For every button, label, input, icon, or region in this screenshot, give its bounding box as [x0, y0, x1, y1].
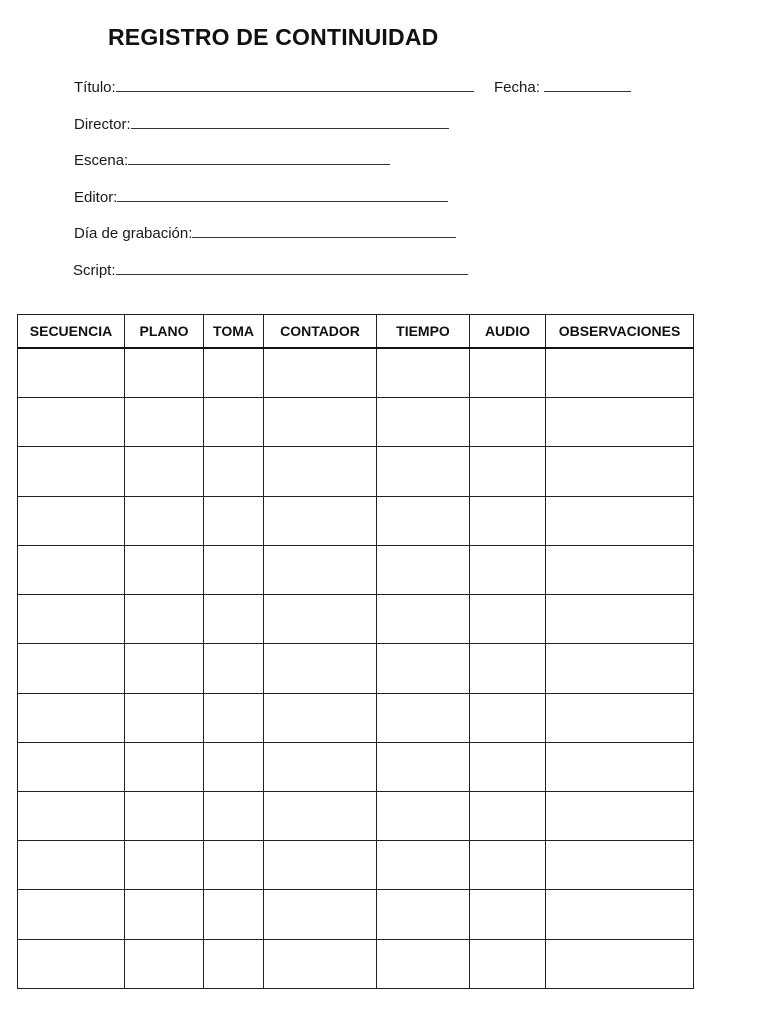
cell-secuencia[interactable]: [18, 693, 125, 742]
cell-observaciones[interactable]: [546, 595, 694, 644]
cell-observaciones[interactable]: [546, 644, 694, 693]
table-row: [18, 742, 694, 791]
cell-tiempo[interactable]: [377, 348, 470, 398]
cell-contador[interactable]: [264, 841, 377, 890]
cell-audio[interactable]: [470, 496, 546, 545]
cell-plano[interactable]: [125, 841, 204, 890]
titulo-label: Título:: [74, 79, 116, 96]
cell-plano[interactable]: [125, 742, 204, 791]
cell-toma[interactable]: [204, 447, 264, 496]
cell-plano[interactable]: [125, 447, 204, 496]
cell-toma[interactable]: [204, 398, 264, 447]
cell-tiempo[interactable]: [377, 595, 470, 644]
table-row: [18, 939, 694, 988]
cell-plano[interactable]: [125, 791, 204, 840]
script-field: [73, 259, 468, 280]
table-body: [18, 348, 694, 989]
cell-toma[interactable]: [204, 841, 264, 890]
escena-input-line[interactable]: [128, 149, 390, 165]
cell-tiempo[interactable]: [377, 693, 470, 742]
table-row: [18, 447, 694, 496]
cell-secuencia[interactable]: [18, 841, 125, 890]
cell-audio[interactable]: [470, 890, 546, 939]
cell-toma[interactable]: [204, 348, 264, 398]
column-header-plano: PLANO: [125, 315, 204, 349]
cell-audio[interactable]: [470, 398, 546, 447]
cell-tiempo[interactable]: [377, 841, 470, 890]
cell-contador[interactable]: [264, 496, 377, 545]
table-row: [18, 496, 694, 545]
cell-tiempo[interactable]: [377, 742, 470, 791]
cell-secuencia[interactable]: [18, 496, 125, 545]
cell-toma[interactable]: [204, 791, 264, 840]
cell-plano[interactable]: [125, 644, 204, 693]
dia-grabacion-input-line[interactable]: [192, 222, 456, 238]
escena-field: [74, 149, 390, 170]
cell-observaciones[interactable]: [546, 939, 694, 988]
cell-contador[interactable]: [264, 890, 377, 939]
cell-contador[interactable]: [264, 348, 377, 398]
cell-secuencia[interactable]: [18, 348, 125, 398]
cell-secuencia[interactable]: [18, 890, 125, 939]
cell-plano[interactable]: [125, 348, 204, 398]
cell-tiempo[interactable]: [377, 545, 470, 594]
cell-toma[interactable]: [204, 496, 264, 545]
cell-plano[interactable]: [125, 545, 204, 594]
cell-observaciones[interactable]: [546, 398, 694, 447]
table-row: [18, 791, 694, 840]
cell-observaciones[interactable]: [546, 841, 694, 890]
cell-toma[interactable]: [204, 939, 264, 988]
table-row: [18, 693, 694, 742]
cell-audio[interactable]: [470, 447, 546, 496]
cell-observaciones[interactable]: [546, 447, 694, 496]
cell-contador[interactable]: [264, 545, 377, 594]
fecha-field: [494, 76, 631, 97]
cell-tiempo[interactable]: [377, 644, 470, 693]
table-row: [18, 890, 694, 939]
cell-plano[interactable]: [125, 595, 204, 644]
editor-label: Editor:: [74, 189, 118, 206]
cell-secuencia[interactable]: [18, 939, 125, 988]
cell-tiempo[interactable]: [377, 398, 470, 447]
fecha-label: Fecha:: [494, 79, 540, 96]
cell-observaciones[interactable]: [546, 742, 694, 791]
table-row: [18, 841, 694, 890]
script-label: Script:: [73, 262, 116, 279]
table-header-row: [18, 315, 694, 349]
cell-secuencia[interactable]: [18, 791, 125, 840]
titulo-input-line[interactable]: [116, 76, 474, 92]
cell-toma[interactable]: [204, 742, 264, 791]
table-row: [18, 398, 694, 447]
table-row: [18, 644, 694, 693]
cell-secuencia[interactable]: [18, 742, 125, 791]
cell-toma[interactable]: [204, 545, 264, 594]
continuity-table: [17, 314, 694, 989]
cell-audio[interactable]: [470, 545, 546, 594]
cell-observaciones[interactable]: [546, 496, 694, 545]
cell-toma[interactable]: [204, 644, 264, 693]
script-input-line[interactable]: [116, 259, 468, 275]
cell-contador[interactable]: [264, 939, 377, 988]
cell-audio[interactable]: [470, 693, 546, 742]
table-row: [18, 595, 694, 644]
cell-secuencia[interactable]: [18, 447, 125, 496]
cell-toma[interactable]: [204, 890, 264, 939]
table-row: [18, 348, 694, 398]
titulo-field: [74, 76, 474, 97]
column-header-toma: TOMA: [204, 315, 264, 349]
cell-audio[interactable]: [470, 348, 546, 398]
cell-observaciones[interactable]: [546, 693, 694, 742]
cell-toma[interactable]: [204, 595, 264, 644]
cell-contador[interactable]: [264, 644, 377, 693]
page-title: REGISTRO DE CONTINUIDAD: [108, 24, 439, 50]
cell-audio[interactable]: [470, 644, 546, 693]
cell-plano[interactable]: [125, 398, 204, 447]
cell-secuencia[interactable]: [18, 398, 125, 447]
cell-tiempo[interactable]: [377, 939, 470, 988]
cell-contador[interactable]: [264, 398, 377, 447]
column-header-contador: CONTADOR: [264, 315, 377, 349]
cell-tiempo[interactable]: [377, 890, 470, 939]
cell-plano[interactable]: [125, 890, 204, 939]
director-label: Director:: [74, 116, 131, 133]
table-row: [18, 545, 694, 594]
director-field: [74, 113, 449, 134]
director-input-line[interactable]: [131, 113, 449, 129]
cell-observaciones[interactable]: [546, 791, 694, 840]
fecha-input-line[interactable]: [544, 76, 631, 92]
cell-tiempo[interactable]: [377, 791, 470, 840]
cell-audio[interactable]: [470, 742, 546, 791]
cell-plano[interactable]: [125, 939, 204, 988]
cell-toma[interactable]: [204, 693, 264, 742]
cell-plano[interactable]: [125, 693, 204, 742]
cell-audio[interactable]: [470, 791, 546, 840]
dia-grabacion-label: Día de grabación:: [74, 225, 193, 242]
cell-secuencia[interactable]: [18, 595, 125, 644]
column-header-secuencia: SECUENCIA: [18, 315, 125, 349]
escena-label: Escena:: [74, 152, 129, 169]
cell-audio[interactable]: [470, 595, 546, 644]
cell-audio[interactable]: [470, 841, 546, 890]
column-header-observaciones: OBSERVACIONES: [546, 315, 694, 349]
cell-observaciones[interactable]: [546, 890, 694, 939]
cell-secuencia[interactable]: [18, 644, 125, 693]
cell-contador[interactable]: [264, 693, 377, 742]
cell-secuencia[interactable]: [18, 545, 125, 594]
editor-field: [74, 186, 448, 207]
cell-observaciones[interactable]: [546, 545, 694, 594]
cell-contador[interactable]: [264, 447, 377, 496]
cell-plano[interactable]: [125, 496, 204, 545]
editor-input-line[interactable]: [117, 186, 448, 202]
column-header-tiempo: TIEMPO: [377, 315, 470, 349]
cell-audio[interactable]: [470, 939, 546, 988]
cell-contador[interactable]: [264, 742, 377, 791]
cell-contador[interactable]: [264, 791, 377, 840]
cell-observaciones[interactable]: [546, 348, 694, 398]
cell-tiempo[interactable]: [377, 447, 470, 496]
dia-grabacion-field: [74, 222, 456, 243]
cell-contador[interactable]: [264, 595, 377, 644]
column-header-audio: AUDIO: [470, 315, 546, 349]
cell-tiempo[interactable]: [377, 496, 470, 545]
